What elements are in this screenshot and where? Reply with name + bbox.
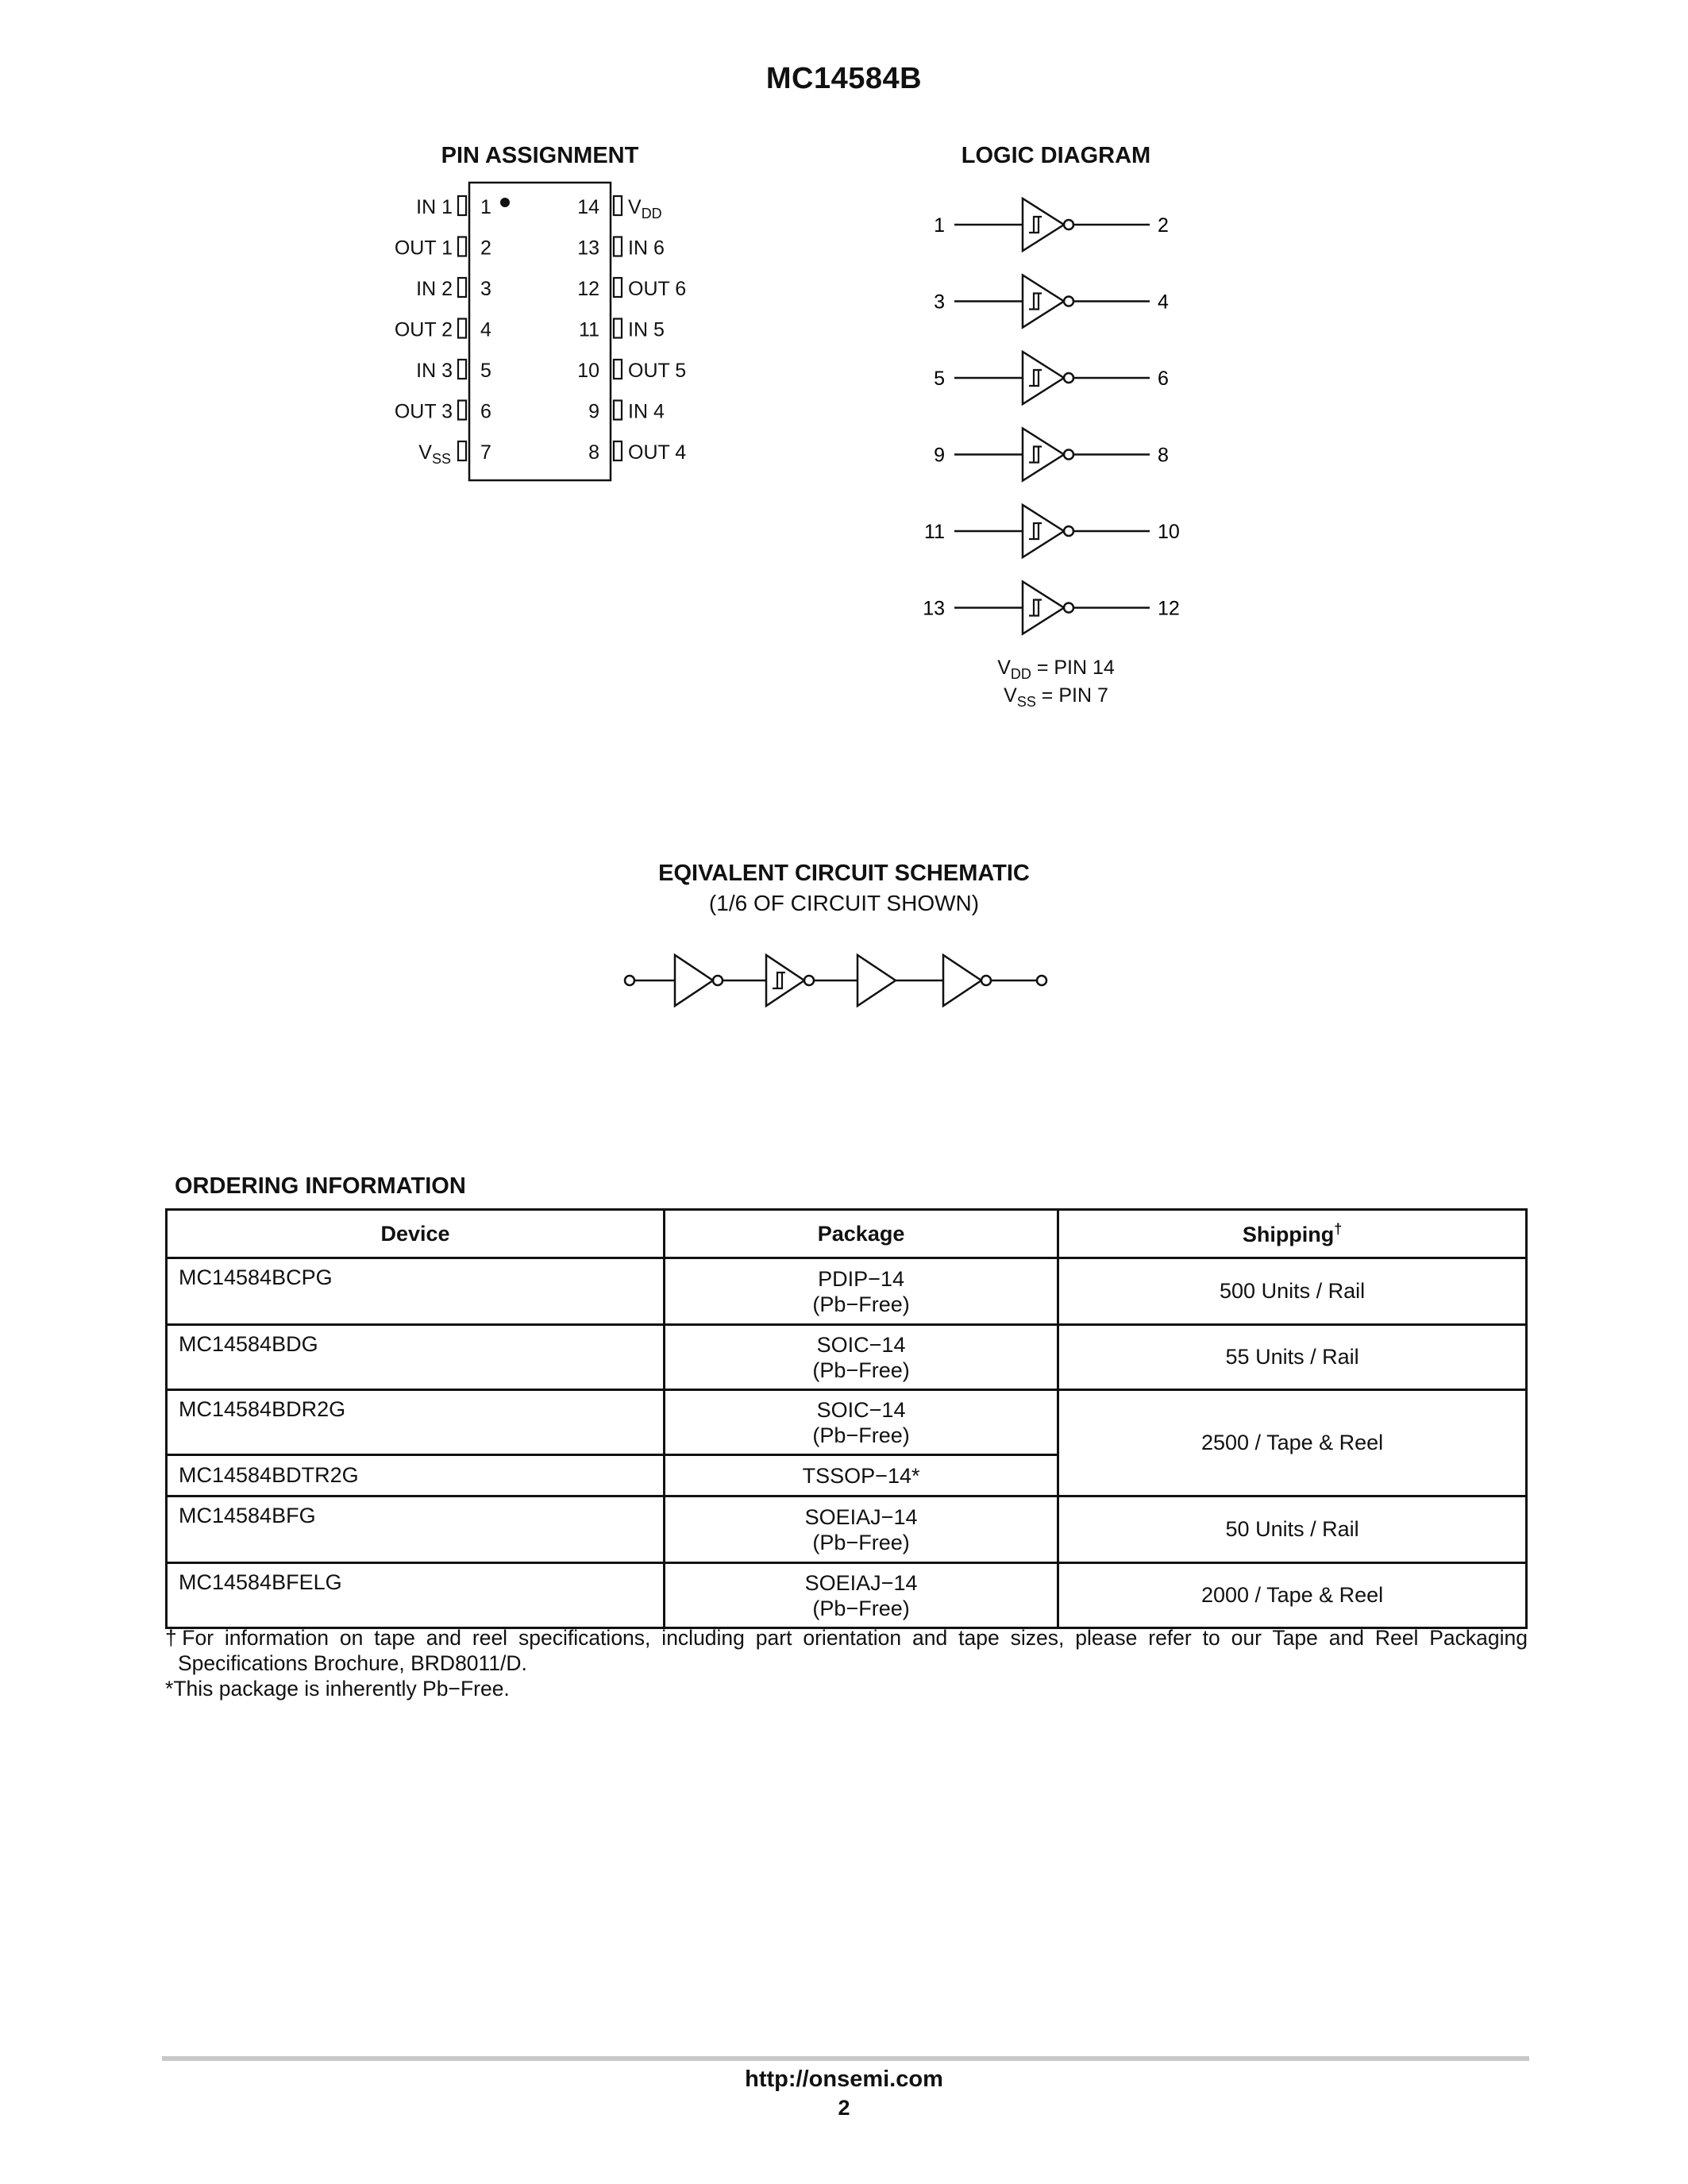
- logic-diagram: [913, 191, 1215, 620]
- pin-assignment-diagram: [381, 179, 715, 492]
- pin-number: 14: [577, 196, 599, 218]
- pin-label: OUT 6: [628, 278, 687, 300]
- header-shipping: Shipping†: [1058, 1210, 1527, 1258]
- table-row: MC14584BFG SOEIAJ−14 (Pb−Free) 50 Units / Rail: [167, 1496, 1527, 1563]
- inversion-bubble: [1064, 220, 1073, 229]
- inversion-bubble: [1064, 373, 1073, 383]
- schmitt-inverter-5-6: [934, 352, 1169, 404]
- pin-label: OUT 1: [394, 237, 453, 260]
- inversion-bubble: [1064, 297, 1073, 306]
- pin-number: 10: [577, 360, 599, 382]
- pin-lead: [458, 401, 466, 420]
- schmitt-inverter-gate: [766, 955, 814, 1006]
- pin-number: 1: [480, 196, 491, 218]
- output-pin-label: 4: [1158, 291, 1169, 314]
- schmitt-inverter-11-10: [924, 505, 1180, 557]
- pin-number: 3: [480, 278, 491, 300]
- pin-right-13: [577, 237, 665, 260]
- pin-number: 8: [588, 441, 599, 464]
- output-pin-label: 6: [1158, 368, 1169, 390]
- input-pin-label: 13: [923, 597, 945, 620]
- pin-number: 6: [480, 400, 491, 423]
- schematic-subtitle: (1/6 OF CIRCUIT SHOWN): [708, 891, 980, 915]
- pin-lead: [458, 237, 466, 256]
- table-row: MC14584BDTR2G TSSOP−14*: [167, 1455, 1527, 1496]
- pin-lead: [458, 360, 466, 379]
- input-pin-label: 11: [924, 521, 945, 543]
- pin-number: 2: [480, 237, 491, 260]
- pin-lead: [614, 360, 622, 379]
- pin-right-10: [577, 360, 686, 382]
- pin-lead: [614, 401, 622, 420]
- pin-number: 13: [577, 237, 599, 260]
- pin-label: IN 2: [416, 278, 453, 300]
- power-note-vdd: $V_{DD}$ = PIN 14: [997, 657, 1115, 682]
- equivalent-circuit: [619, 949, 1064, 1012]
- logic-diagram-title: LOGIC DIAGRAM: [961, 143, 1151, 168]
- schmitt-inverter-1-2: [934, 198, 1169, 251]
- input-pin-label: 5: [934, 368, 945, 390]
- pin-label: IN 5: [628, 318, 665, 341]
- pin-label: OUT 3: [394, 400, 453, 423]
- inversion-bubble: [1064, 603, 1073, 613]
- pin-number: 11: [579, 318, 599, 341]
- power-note-vss: $V_{SS}$ = PIN 7: [1004, 684, 1108, 710]
- buffer-gate: [857, 955, 896, 1006]
- output-pin-label: 2: [1158, 214, 1169, 237]
- pin-left-7: [418, 441, 491, 467]
- table-row: MC14584BDR2G SOIC−14 (Pb−Free) 2500 / Tape & Reel: [167, 1390, 1527, 1455]
- footnote-dagger-continued: Specifications Brochure, BRD8011/D.: [178, 1651, 527, 1675]
- pin-lead: [458, 278, 466, 297]
- pin-assignment-title: PIN ASSIGNMENT: [441, 143, 639, 168]
- pin-left-5: [416, 360, 491, 382]
- pin-number: 5: [480, 360, 491, 382]
- ordering-title: ORDERING INFORMATION: [175, 1173, 466, 1199]
- output-terminal: [1037, 976, 1046, 985]
- pin-left-6: [395, 401, 491, 423]
- output-pin-label: 8: [1158, 444, 1169, 467]
- pin-number: 9: [588, 400, 599, 423]
- inversion-bubble: [1064, 526, 1073, 536]
- pin-left-2: [395, 237, 491, 260]
- pin-label: IN 4: [628, 400, 665, 423]
- gate-body: [1023, 582, 1064, 634]
- gate-body: [1023, 505, 1064, 557]
- gate-body: [1023, 275, 1064, 328]
- input-terminal: [625, 976, 634, 985]
- pin-label: IN 1: [416, 196, 453, 218]
- footnote-star: *This package is inherently Pb−Free.: [165, 1677, 510, 1701]
- pin1-marker: [500, 198, 510, 207]
- pin-right-14: [577, 196, 662, 221]
- page-number: 2: [838, 2096, 850, 2120]
- input-pin-label: 3: [934, 291, 945, 314]
- pin-label: IN 3: [416, 360, 453, 382]
- schmitt-inverter-3-4: [934, 275, 1169, 328]
- pin-lead: [614, 441, 622, 460]
- pin-left-4: [395, 319, 491, 341]
- footer-rule: [162, 2056, 1529, 2061]
- schmitt-inverter-13-12: [923, 582, 1180, 634]
- page-title: MC14584B: [765, 62, 923, 95]
- pin-label: OUT 5: [628, 360, 687, 382]
- table-row: MC14584BCPG PDIP−14 (Pb−Free) 500 Units / Rail: [167, 1258, 1527, 1325]
- table-row: MC14584BFELG SOEIAJ−14 (Pb−Free) 2000 / Tape & Reel: [167, 1563, 1527, 1628]
- pin-lead: [458, 441, 466, 460]
- pin-right-12: [577, 278, 686, 300]
- pin-label: IN 6: [628, 237, 665, 260]
- schmitt-inverter-9-8: [934, 429, 1169, 481]
- pin-left-3: [416, 278, 491, 300]
- pin-right-8: [588, 441, 686, 464]
- pin-left-1: [416, 196, 491, 218]
- pin-right-9: [588, 401, 665, 423]
- inverter-gate-2: [943, 955, 991, 1006]
- input-pin-label: 9: [934, 444, 945, 467]
- output-pin-label: 12: [1158, 597, 1180, 620]
- schematic-title: EQIVALENT CIRCUIT SCHEMATIC: [658, 861, 1030, 886]
- pin-lead: [614, 237, 622, 256]
- output-pin-label: 10: [1158, 521, 1180, 543]
- ordering-table: [165, 1208, 1528, 1629]
- pin-lead: [614, 319, 622, 338]
- pin-number: 12: [577, 278, 599, 300]
- gate-body: [1023, 198, 1064, 251]
- table-header-row: [167, 1210, 1527, 1258]
- pin-lead: [614, 278, 622, 297]
- pin-label: OUT 2: [394, 318, 453, 341]
- footer-url[interactable]: http://onsemi.com: [745, 2067, 943, 2092]
- pin-label: $V_{DD}$: [628, 196, 662, 221]
- pin-number: 7: [480, 441, 491, 464]
- footnote-dagger: †For information on tape and reel specifications, including part orientation and tape sizes, please refer to our Tape and Reel Packaging: [165, 1626, 1528, 1650]
- pin-label: $V_{SS}$: [418, 441, 451, 467]
- pin-number: 4: [480, 318, 491, 341]
- pin-lead: [458, 196, 466, 215]
- gate-body: [1023, 352, 1064, 404]
- table-row: MC14584BDG SOIC−14 (Pb−Free) 55 Units / Rail: [167, 1325, 1527, 1390]
- inverter-gate-1: [675, 955, 723, 1006]
- input-pin-label: 1: [934, 214, 945, 237]
- pin-right-11: [579, 319, 665, 341]
- header-device: Device: [167, 1210, 665, 1258]
- header-package: Package: [665, 1210, 1058, 1258]
- gate-body: [1023, 429, 1064, 481]
- pin-lead: [614, 196, 622, 215]
- inversion-bubble: [1064, 450, 1073, 460]
- pin-label: OUT 4: [628, 441, 687, 464]
- pin-lead: [458, 319, 466, 338]
